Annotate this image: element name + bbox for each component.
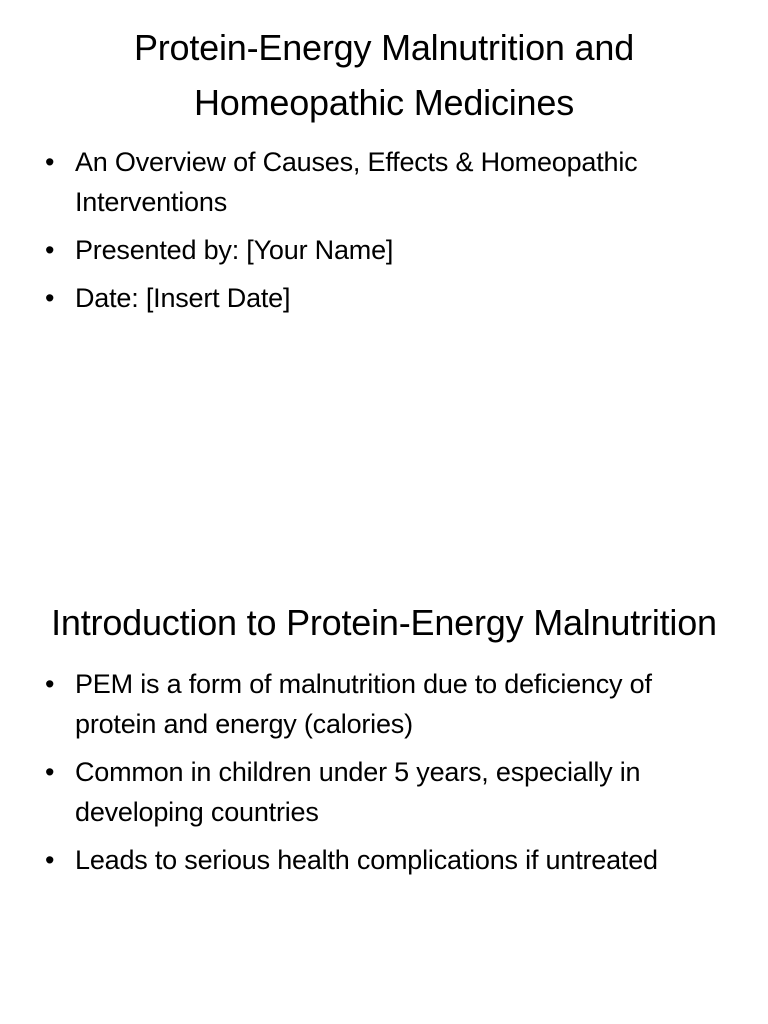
bullet-item	[45, 230, 718, 270]
bullet-text: Presented by: [Your Name]	[75, 235, 394, 265]
bullet-icon: •	[45, 757, 55, 787]
bullet-item	[45, 840, 718, 880]
slide-title: Introduction to Protein-Energy Malnutrition	[51, 602, 717, 643]
bullet-text: An Overview of Causes, Effects & Homeopathic Interventions	[75, 147, 638, 217]
bullet-item	[45, 752, 718, 832]
bullet-icon: •	[45, 147, 55, 177]
bullet-text: Date: [Insert Date]	[75, 283, 291, 313]
bullet-icon: •	[45, 283, 55, 313]
slide-introduction	[0, 576, 768, 1024]
bullet-text: Common in children under 5 years, especially in developing countries	[75, 757, 641, 827]
bullet-text: PEM is a form of malnutrition due to deficiency of protein and energy (calories)	[75, 669, 652, 739]
bullet-icon: •	[45, 845, 55, 875]
bullet-text: Leads to serious health complications if untreated	[75, 845, 658, 875]
bullet-icon: •	[45, 669, 55, 699]
bullet-list	[0, 664, 768, 880]
bullet-list	[0, 142, 768, 318]
bullet-icon: •	[45, 235, 55, 265]
bullet-item	[45, 278, 718, 318]
bullet-item	[45, 142, 718, 222]
bullet-item	[45, 664, 718, 744]
slide-title: Protein-Energy Malnutrition and Homeopathic Medicines	[133, 27, 635, 123]
